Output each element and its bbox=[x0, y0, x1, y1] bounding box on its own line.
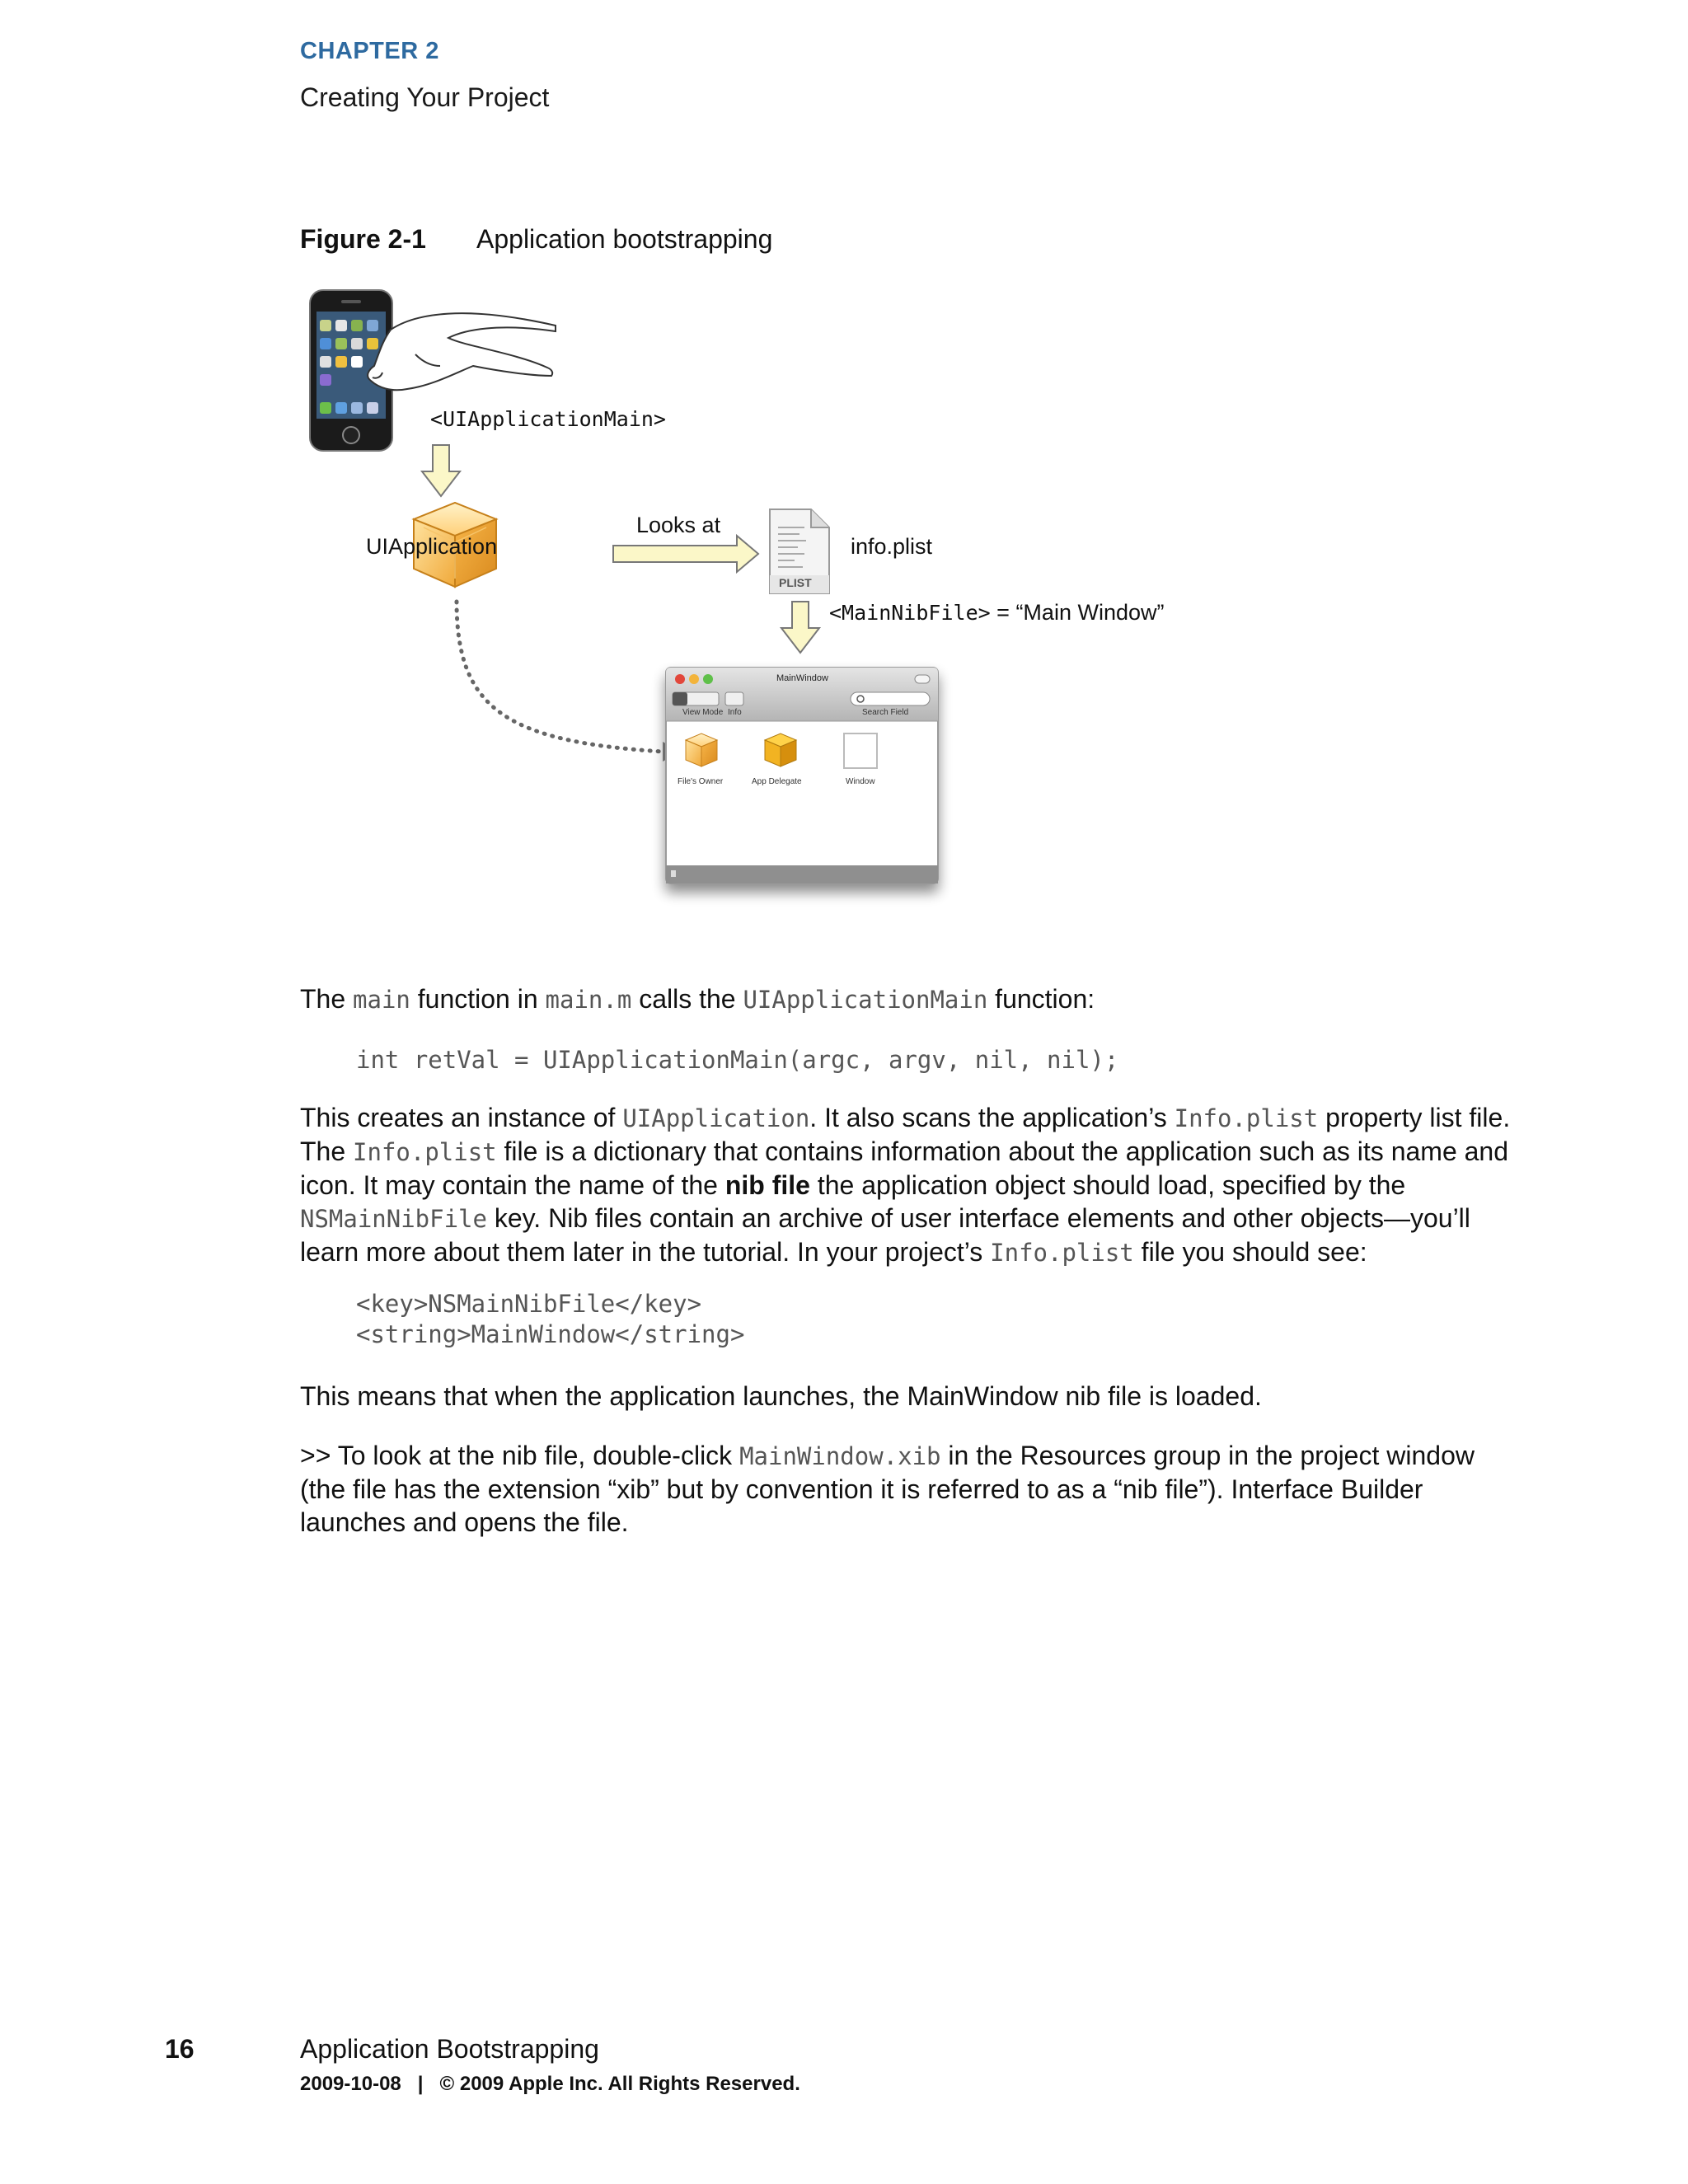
files-owner-icon bbox=[686, 733, 717, 766]
item-window: Window bbox=[846, 777, 875, 786]
item-app-delegate: App Delegate bbox=[752, 777, 802, 786]
footer-copyright: 2009-10-08 | © 2009 Apple Inc. All Rights Reserved. bbox=[300, 2073, 800, 2095]
paragraph-info-plist: This creates an instance of UIApplication. It also scans the application’s Info.plist property list file. The Info.plist file is a dictionary that contains information about the application such as its name and icon. It may contain the name of the nib file the application object should load, specified by the NSMainNibFile key. Nib files contain an archive of user interface elements and other objects—you’ll learn more about them later in the tutorial. In your project’s Info.plist file you should see: bbox=[300, 1103, 1511, 1267]
bootstrapping-diagram bbox=[300, 280, 1289, 931]
page-number: 16 bbox=[165, 2034, 195, 2064]
dotted-connection-line bbox=[457, 602, 663, 752]
toolbar-view-mode: View Mode bbox=[682, 708, 724, 717]
chapter-title: Creating Your Project bbox=[300, 82, 550, 112]
arrow-down-2 bbox=[781, 602, 819, 653]
toolbar-info: Info bbox=[728, 708, 742, 717]
arrow-down-1 bbox=[422, 445, 460, 496]
figure-title: Application bootstrapping bbox=[476, 224, 773, 254]
nib-main-window bbox=[666, 668, 938, 883]
mainnibfile-value: = “Main Window” bbox=[990, 600, 1165, 625]
app-delegate-icon bbox=[765, 733, 796, 766]
looks-at-arrow bbox=[613, 536, 758, 572]
label-uiapplicationmain: <UIApplicationMain> bbox=[430, 407, 666, 431]
nib-window-title: MainWindow bbox=[776, 673, 828, 683]
chapter-label: CHAPTER 2 bbox=[300, 38, 439, 64]
toolbar-search-field: Search Field bbox=[862, 708, 909, 717]
paragraph-instruction: >> To look at the nib file, double-click MainWindow.xib in the Resources group in the project window (the file has the extension “xib” but by convention it is referred to as a “nib file”). Interface Builder launches and opens the file. bbox=[300, 1441, 1475, 1537]
code-block-uiapplicationmain: int retVal = UIApplicationMain(argc, argv, nil, nil); bbox=[356, 1046, 1119, 1074]
hand-icon bbox=[368, 313, 556, 390]
paragraph-main-function: The main function in main.m calls the UIApplicationMain function: bbox=[300, 984, 1095, 1014]
label-mainnibfile bbox=[829, 600, 1164, 626]
plist-icon-label: PLIST bbox=[779, 576, 812, 589]
footer-section-title: Application Bootstrapping bbox=[300, 2034, 599, 2064]
label-uiapplication: UIApplication bbox=[366, 534, 498, 559]
item-files-owner: File's Owner bbox=[678, 777, 724, 786]
code-block-plist-key: <key>NSMainNibFile</key> <string>MainWindow</string> bbox=[356, 1290, 745, 1348]
mainnibfile-key: <MainNibFile> bbox=[829, 601, 991, 625]
figure-number: Figure 2-1 bbox=[300, 224, 426, 254]
paragraph-launch: This means that when the application launches, the MainWindow nib file is loaded. bbox=[300, 1381, 1262, 1411]
label-looks-at: Looks at bbox=[636, 513, 721, 537]
figure-caption bbox=[300, 224, 773, 255]
window-object-icon bbox=[844, 733, 877, 768]
label-info-plist: info.plist bbox=[851, 534, 933, 559]
